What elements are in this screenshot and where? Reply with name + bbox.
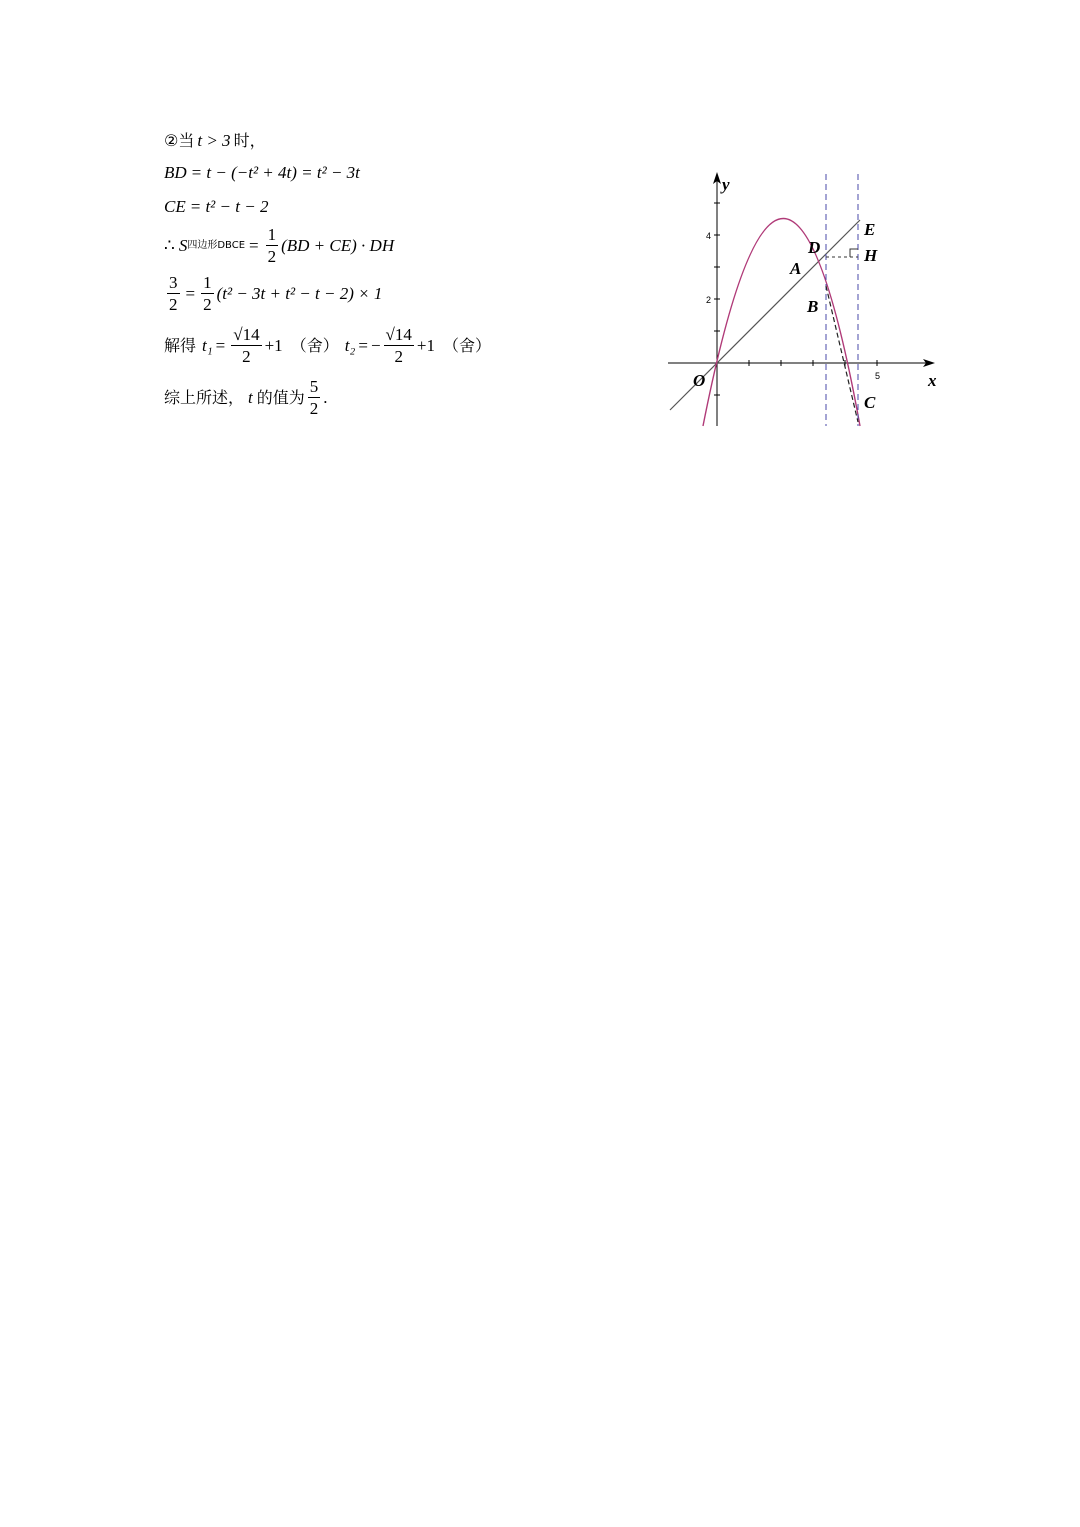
point-a-label: A bbox=[790, 259, 802, 278]
t1-fraction bbox=[231, 326, 261, 365]
t1-rejected: （舍） bbox=[290, 335, 339, 355]
point-d-label: D bbox=[808, 238, 821, 257]
origin-label: O bbox=[693, 371, 706, 390]
bd-rhs: = t − (−t² + 4t) = t² − 3t bbox=[190, 163, 360, 182]
x-tick-5: 5 bbox=[875, 371, 881, 381]
t2-rejected: （舍） bbox=[442, 335, 491, 355]
area-subscript: 四边形DBCE bbox=[187, 240, 246, 251]
t2-denominator: 2 bbox=[394, 347, 403, 366]
y-tick-2: 2 bbox=[706, 295, 712, 305]
ce-rhs: = t² − t − 2 bbox=[189, 197, 269, 216]
t2-tail: +1 bbox=[416, 336, 435, 355]
point-b-label: B bbox=[807, 297, 819, 316]
answer-denominator: 2 bbox=[309, 399, 319, 418]
therefore-symbol: ∴ bbox=[164, 236, 175, 255]
lhs-numerator: 3 bbox=[169, 273, 178, 292]
t1-symbol: t₁ bbox=[202, 336, 213, 355]
parabola-curve bbox=[703, 219, 860, 427]
t1-tail: +1 bbox=[264, 336, 283, 355]
case-condition: t > 3 bbox=[197, 131, 231, 150]
half-numerator: 1 bbox=[267, 225, 277, 244]
t2-symbol: t₂ bbox=[344, 336, 356, 355]
conclusion-end: . bbox=[323, 388, 328, 407]
half-fraction-2 bbox=[201, 274, 214, 313]
t2-sign: − bbox=[370, 336, 381, 355]
point-e-label: E bbox=[864, 220, 876, 239]
equation-rest: (t² − 3t + t² − t − 2) × 1 bbox=[216, 284, 383, 303]
case-heading bbox=[164, 132, 266, 149]
bd-lhs: BD bbox=[164, 163, 187, 182]
point-labels bbox=[693, 175, 937, 412]
t2-fraction bbox=[384, 326, 414, 365]
half-denominator-2: 2 bbox=[203, 295, 212, 314]
t1-denominator: 2 bbox=[242, 347, 251, 366]
case-suffix: 时， bbox=[233, 130, 266, 150]
point-h-label: H bbox=[864, 246, 878, 265]
x-axis-label: x bbox=[928, 371, 937, 390]
segment-bc bbox=[826, 286, 858, 422]
half-numerator-2: 1 bbox=[203, 273, 212, 292]
ce-lhs: CE bbox=[164, 197, 186, 216]
area-symbol: S bbox=[178, 236, 188, 255]
roots-line: 解得 t₁ = $\frac{√14}{2}$ +1 （舍） t₂ = − $\frac{√14}{2}$ +1 （舍） bbox=[164, 325, 491, 366]
t1-numerator: √14 bbox=[233, 325, 260, 344]
half-denominator: 2 bbox=[267, 247, 277, 266]
conclusion-prefix: 综上所述， bbox=[164, 387, 245, 407]
equation-ce bbox=[164, 198, 268, 215]
area-rest: (BD + CE) · DH bbox=[281, 236, 395, 255]
roots-prefix: 解得 bbox=[164, 335, 197, 355]
lhs-denominator: 2 bbox=[169, 295, 178, 314]
equation-bd bbox=[164, 164, 360, 181]
point-c-label: C bbox=[864, 393, 876, 412]
y-axis-label: y bbox=[722, 175, 730, 194]
lhs-fraction bbox=[167, 274, 180, 313]
y-tick-4: 4 bbox=[706, 231, 712, 241]
area-equation: $\frac{3}{2}$ = $\frac{1}{2}$ (t² − 3t + t² − t − 2) × 1 bbox=[169, 273, 383, 314]
area-formula: ∴ S 四边形DBCE = $\frac{1}{2}$ (BD + CE) · DH bbox=[164, 225, 395, 266]
t2-numerator: √14 bbox=[385, 325, 412, 344]
conclusion-var: t bbox=[248, 388, 253, 407]
right-angle-marker bbox=[850, 249, 858, 257]
conclusion-mid: 的值为 bbox=[256, 387, 305, 407]
answer-numerator: 5 bbox=[309, 377, 319, 396]
case-prefix: ②当 bbox=[164, 130, 195, 150]
axis-ticks bbox=[714, 203, 877, 395]
answer-fraction bbox=[308, 378, 321, 417]
conclusion-line bbox=[164, 378, 328, 417]
function-graph bbox=[660, 168, 950, 430]
half-fraction bbox=[266, 226, 279, 265]
